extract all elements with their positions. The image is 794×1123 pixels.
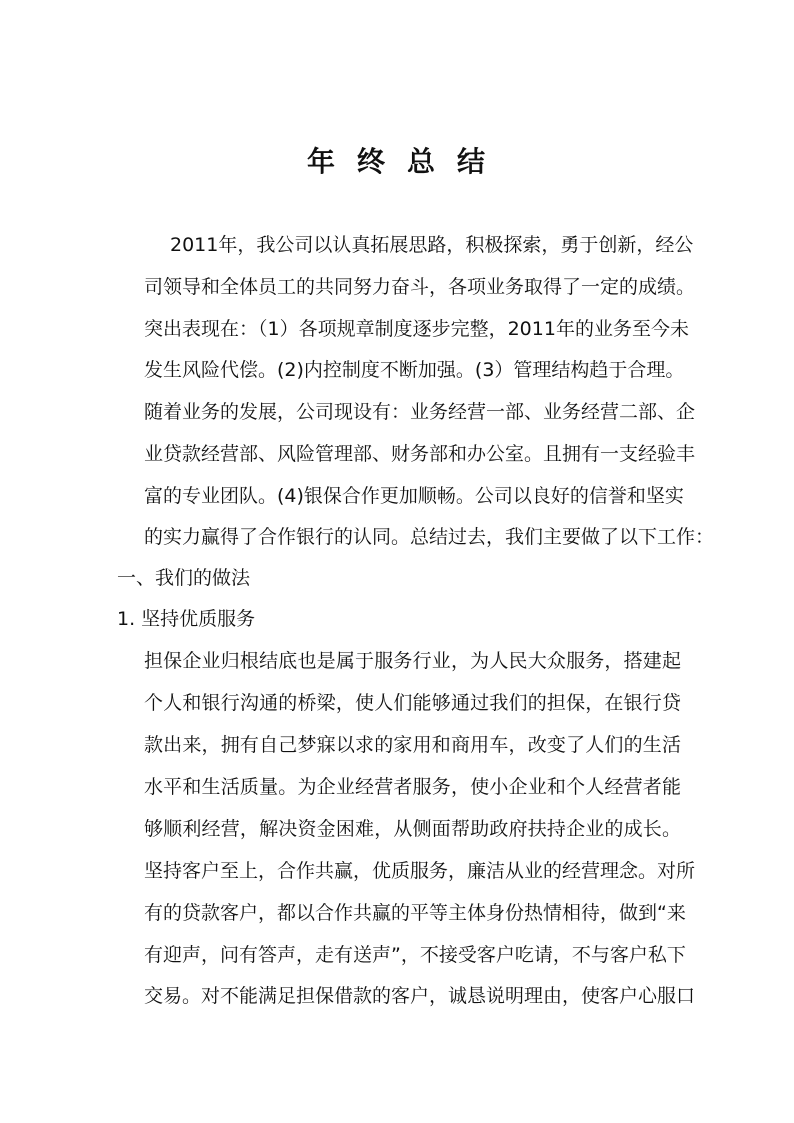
text-line: 2011年，我公司以认真拓展思路，积极探索，勇于创新，经公 (170, 234, 694, 256)
text-line: 款出来，拥有自己梦寐以求的家用和商用车，改变了人们的生活 (144, 734, 681, 756)
text-line: 够顺利经营，解决资金困难，从侧面帮助政府扶持企业的成长。 (144, 818, 681, 840)
document-title (0, 140, 794, 180)
text-line: 坚持客户至上，合作共赢，优质服务，廉洁从业的经营理念。对所 (144, 860, 696, 882)
text-line: 随着业务的发展，公司现设有：业务经营一部、业务经营二部、企 (144, 401, 696, 423)
title-char: 总 (407, 145, 438, 178)
text-line: 个人和银行沟通的桥梁，使人们能够通过我们的担保，在银行贷 (144, 692, 681, 714)
title-char: 终 (356, 145, 387, 178)
text-line: 富的专业团队。(4)银保合作更加顺畅。公司以良好的信誉和坚实 (144, 485, 684, 507)
text-line: 突出表现在：（1）各项规章制度逐步完整，2011年的业务至今未 (144, 318, 689, 340)
text-line: 交易。对不能满足担保借款的客户，诚恳说明理由，使客户心服口 (144, 985, 696, 1007)
text-line: 水平和生活质量。为企业经营者服务，使小企业和个人经营者能 (144, 776, 681, 798)
section-heading: 一、我们的做法 (117, 567, 251, 589)
subsection-heading: 1. 坚持优质服务 (117, 608, 256, 630)
text-line: 业贷款经营部、风险管理部、财务部和办公室。且拥有一支经验丰 (144, 443, 696, 465)
title-char: 结 (457, 145, 488, 178)
title-char: 年 (306, 145, 337, 178)
text-line: 担保企业归根结底也是属于服务行业，为人民大众服务，搭建起 (144, 650, 681, 672)
text-line: 司领导和全体员工的共同努力奋斗，各项业务取得了一定的成绩。 (144, 276, 696, 298)
text-line: 有的贷款客户，都以合作共赢的平等主体身份热情相待，做到“来 (144, 902, 686, 924)
text-line: 的实力赢得了合作银行的认同。总结过去，我们主要做了以下工作： (144, 526, 715, 548)
text-line: 有迎声，问有答声，走有送声”，不接受客户吃请，不与客户私下 (144, 944, 686, 966)
text-line: 发生风险代偿。(2)内控制度不断加强。(3）管理结构趋于合理。 (144, 359, 685, 381)
